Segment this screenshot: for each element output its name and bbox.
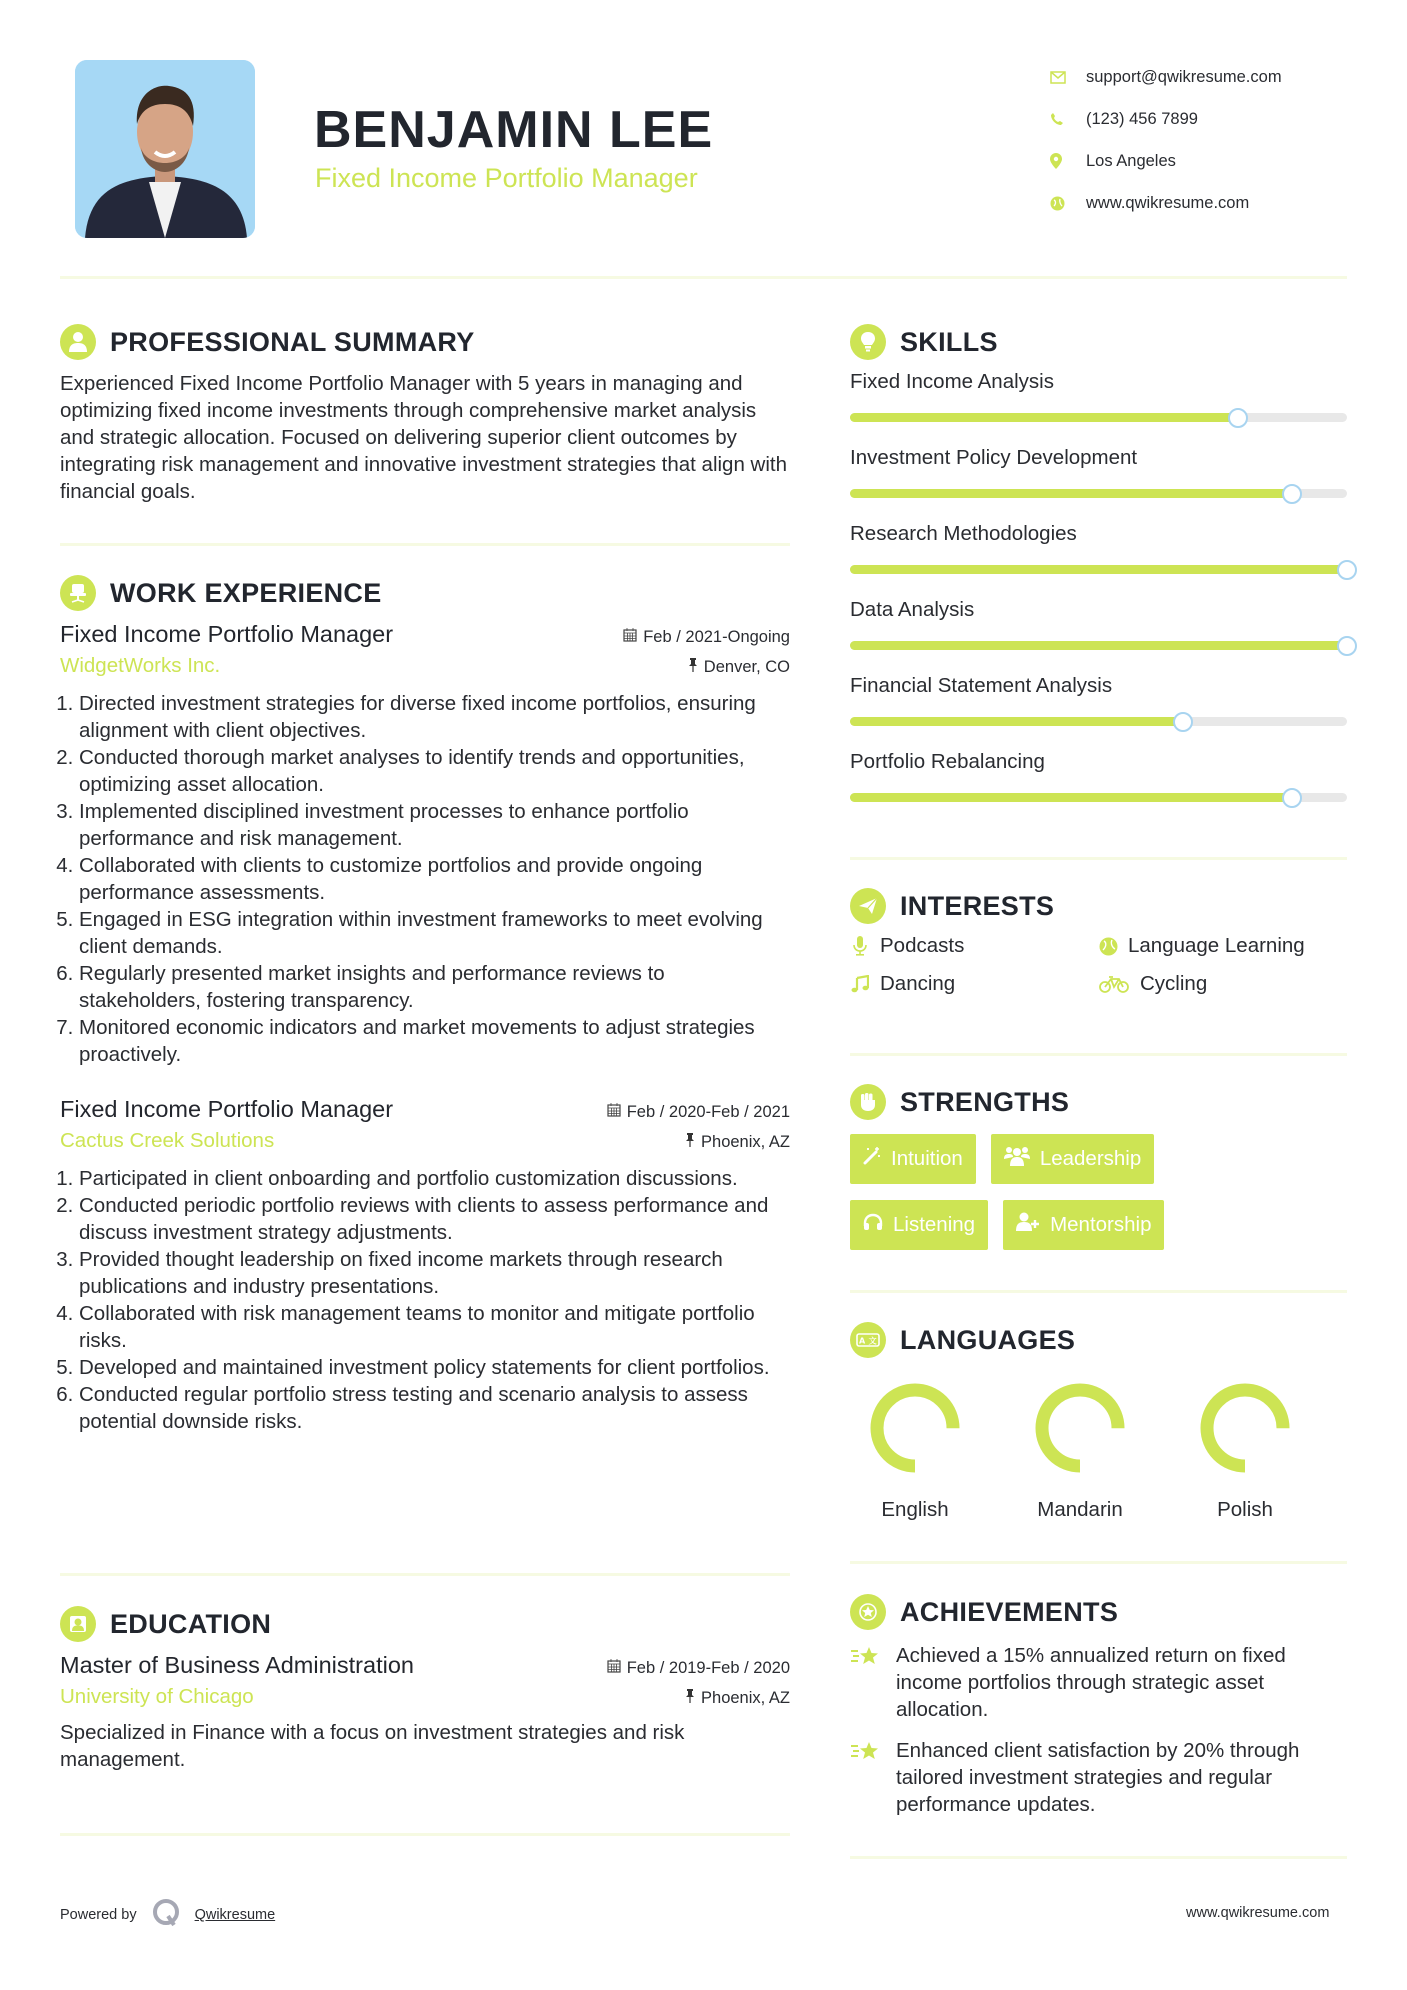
- summary-title: PROFESSIONAL SUMMARY: [110, 326, 475, 357]
- section-divider: [850, 1856, 1347, 1859]
- skill-knob: [1337, 636, 1357, 656]
- achievement-text: Achieved a 15% annualized return on fixed income portfolios through strategic asset allocation.: [896, 1644, 1286, 1721]
- language-proficiency-ring: [1030, 1378, 1130, 1478]
- company-name: Cactus Creek Solutions: [60, 1129, 275, 1152]
- skill-fill: [850, 641, 1347, 650]
- profile-photo: [75, 60, 255, 238]
- skill-knob: [1173, 712, 1193, 732]
- globe-icon: [1050, 196, 1086, 211]
- skill-label: Research Methodologies: [850, 522, 1077, 545]
- contact-website[interactable]: [1050, 182, 1350, 224]
- section-title: [850, 888, 1347, 924]
- language-item: [1015, 1378, 1145, 1522]
- job-entry: [60, 1096, 790, 1435]
- strength-label: Leadership: [1039, 1147, 1142, 1170]
- achievement-item: [850, 1642, 1347, 1723]
- job-location: [688, 658, 790, 677]
- skill-fill: [850, 793, 1292, 802]
- skill-bar: [850, 717, 1347, 726]
- strengths-list: [850, 1134, 1270, 1250]
- skills-section: [850, 324, 1347, 802]
- job-bullet: 6. Regularly presented market insights and performance reviews to stakeholders, fostering transparency.: [79, 960, 790, 1014]
- job-bullets: [60, 690, 790, 1068]
- skill-fill: [850, 413, 1238, 422]
- achievement-item: [850, 1737, 1347, 1818]
- interest-label: Cycling: [1140, 972, 1208, 995]
- job-bullet: 3. Provided thought leadership on fixed income markets through research publications and industry presentations.: [79, 1246, 790, 1300]
- person-portrait-icon: [75, 60, 255, 238]
- skill-label: Financial Statement Analysis: [850, 674, 1113, 697]
- job-bullets: [60, 1165, 790, 1435]
- phone-icon: [1050, 112, 1086, 126]
- languages-list: [850, 1378, 1347, 1522]
- strength-chip: [1003, 1200, 1164, 1250]
- skill-knob: [1282, 484, 1302, 504]
- contact-email[interactable]: [1050, 56, 1350, 98]
- paper-plane-icon: [850, 888, 886, 924]
- powered-by-label: Powered by: [60, 1907, 137, 1923]
- section-title: [850, 1084, 1347, 1120]
- education-location: [685, 1689, 790, 1708]
- candidate-name: BENJAMIN LEE: [314, 101, 714, 159]
- contact-location-text: Los Angeles: [1086, 151, 1176, 170]
- language-item: [1180, 1378, 1310, 1522]
- strength-chip: [991, 1134, 1154, 1184]
- job-dates-text: Feb / 2021-Ongoing: [643, 628, 790, 646]
- qwikresume-link[interactable]: Qwikresume: [194, 1907, 276, 1923]
- job-entry: [60, 621, 790, 1068]
- professional-summary-section: [60, 324, 790, 505]
- strength-label: Listening: [893, 1213, 976, 1236]
- education-dates: [607, 1659, 790, 1678]
- job-bullet: 6. Conducted regular portfolio stress testing and scenario analysis to assess potential downside risks.: [79, 1381, 790, 1435]
- education-location-text: Phoenix, AZ: [701, 1689, 790, 1707]
- magic-wand-icon: [863, 1147, 881, 1171]
- job-location: [685, 1133, 790, 1152]
- skill-fill: [850, 717, 1183, 726]
- interest-label: Podcasts: [880, 934, 965, 957]
- office-chair-icon: [60, 575, 96, 611]
- section-title: [60, 1606, 790, 1642]
- interest-item: [850, 972, 1098, 996]
- skill-bar: [850, 641, 1347, 650]
- graduate-icon: [60, 1606, 96, 1642]
- strength-label: Mentorship: [1050, 1213, 1152, 1236]
- strength-chip: [850, 1134, 976, 1184]
- job-location-text: Denver, CO: [703, 658, 790, 676]
- section-title: [60, 324, 790, 360]
- strength-label: Intuition: [891, 1147, 963, 1170]
- skill-knob: [1282, 788, 1302, 808]
- languages-title: LANGUAGES: [900, 1324, 1076, 1355]
- skill-bar: [850, 565, 1347, 574]
- section-divider: [850, 857, 1347, 860]
- job-bullet: 3. Implemented disciplined investment processes to enhance portfolio performance and risk management.: [79, 798, 790, 852]
- calendar-icon: [607, 1659, 621, 1678]
- shooting-star-icon: [850, 1737, 882, 1818]
- pushpin-icon: [685, 1133, 695, 1152]
- section-divider: [60, 1833, 790, 1836]
- skill-bar: [850, 413, 1347, 422]
- star-badge-icon: [850, 1594, 886, 1630]
- globe-icon: [1098, 937, 1118, 956]
- headphones-icon: [863, 1213, 883, 1237]
- job-bullet: 4. Collaborated with risk management teams to monitor and mitigate portfolio risks.: [79, 1300, 790, 1354]
- language-label: Polish: [1217, 1498, 1273, 1521]
- header-divider: [60, 276, 1347, 279]
- interest-label: Dancing: [880, 972, 956, 995]
- section-title: [850, 1594, 1347, 1630]
- job-location-text: Phoenix, AZ: [701, 1133, 790, 1151]
- skill-knob: [1228, 408, 1248, 428]
- job-bullet: 1. Participated in client onboarding and portfolio customization discussions.: [79, 1165, 790, 1192]
- skill-label: Data Analysis: [850, 598, 975, 621]
- interest-item: [1098, 934, 1338, 958]
- achievements-list: [850, 1642, 1347, 1818]
- strengths-section: [850, 1084, 1347, 1250]
- interest-label: Language Learning: [1128, 934, 1305, 957]
- skill-item: [850, 446, 1347, 498]
- language-proficiency-ring: [1195, 1378, 1295, 1478]
- job-bullet: 5. Engaged in ESG integration within investment frameworks to meet evolving client demands.: [79, 906, 790, 960]
- interests-list: [850, 934, 1347, 996]
- interest-item: [850, 934, 1098, 958]
- skill-fill: [850, 489, 1292, 498]
- languages-section: [850, 1322, 1347, 1522]
- interests-section: [850, 888, 1347, 996]
- section-divider: [850, 1290, 1347, 1293]
- footer-url[interactable]: www.qwikresume.com: [1186, 1905, 1330, 1921]
- calendar-icon: [607, 1103, 621, 1122]
- contact-email-text: support@qwikresume.com: [1086, 67, 1282, 86]
- skill-knob: [1337, 560, 1357, 580]
- contact-phone-text: (123) 456 7899: [1086, 109, 1198, 128]
- map-pin-icon: [1050, 153, 1086, 169]
- interest-item: [1098, 972, 1338, 996]
- education-description: Specialized in Finance with a focus on investment strategies and risk management.: [60, 1721, 685, 1771]
- degree-title: Master of Business Administration: [60, 1652, 414, 1678]
- add-user-icon: [1016, 1212, 1040, 1238]
- skill-label: Investment Policy Development: [850, 446, 1138, 469]
- section-title: [60, 575, 790, 611]
- education-section: [60, 1606, 790, 1773]
- language-proficiency-ring: [865, 1378, 965, 1478]
- section-divider: [850, 1053, 1347, 1056]
- pushpin-icon: [685, 1689, 695, 1708]
- education-title: EDUCATION: [110, 1608, 272, 1639]
- job-bullet: 1. Directed investment strategies for diverse fixed income portfolios, ensuring alignment with client objectives.: [79, 690, 790, 744]
- pushpin-icon: [688, 658, 698, 677]
- skill-bar: [850, 489, 1347, 498]
- qwikresume-logo-icon: [151, 1898, 181, 1932]
- job-bullet: 2. Conducted thorough market analyses to identify trends and opportunities, optimizing asset allocation.: [79, 744, 790, 798]
- skill-item: [850, 522, 1347, 574]
- education-dates-text: Feb / 2019-Feb / 2020: [626, 1659, 790, 1677]
- job-title: Fixed Income Portfolio Manager: [60, 621, 394, 647]
- job-dates: [607, 1103, 790, 1122]
- user-icon: [60, 324, 96, 360]
- section-divider: [850, 1561, 1347, 1564]
- shooting-star-icon: [850, 1642, 882, 1723]
- section-divider: [60, 543, 790, 546]
- school-name: University of Chicago: [60, 1685, 254, 1708]
- section-title: [850, 1322, 1347, 1358]
- skill-label: Fixed Income Analysis: [850, 370, 1054, 393]
- section-title: [850, 324, 1347, 360]
- fist-icon: [850, 1084, 886, 1120]
- language-label: English: [881, 1498, 949, 1521]
- summary-text: Experienced Fixed Income Portfolio Manager with 5 years in managing and optimizing fixed income investments through comprehensive market analysis and strategic allocation. Focused on delivering superior client outcomes by integrating risk management and innovative investment strategies that align with financial goals.: [60, 372, 788, 503]
- skill-label: Portfolio Rebalancing: [850, 750, 1045, 773]
- strength-chip: [850, 1200, 988, 1250]
- achievements-title: ACHIEVEMENTS: [900, 1596, 1119, 1627]
- company-name: WidgetWorks Inc.: [60, 654, 221, 677]
- contact-phone[interactable]: [1050, 98, 1350, 140]
- job-bullet: 5. Developed and maintained investment policy statements for client portfolios.: [79, 1354, 790, 1381]
- skill-item: [850, 674, 1347, 726]
- lightbulb-icon: [850, 324, 886, 360]
- job-bullet: 7. Monitored economic indicators and market movements to adjust strategies proactively.: [79, 1014, 790, 1068]
- job-dates-text: Feb / 2020-Feb / 2021: [626, 1103, 790, 1121]
- microphone-icon: [850, 936, 870, 956]
- skill-item: [850, 370, 1347, 422]
- interests-title: INTERESTS: [900, 890, 1055, 921]
- experience-title: WORK EXPERIENCE: [110, 577, 382, 608]
- language-item: [850, 1378, 980, 1522]
- skill-item: [850, 750, 1347, 802]
- work-experience-section: [60, 575, 790, 1435]
- skills-title: SKILLS: [900, 326, 998, 357]
- job-bullet: 2. Conducted periodic portfolio reviews with clients to assess performance and discuss investment strategy adjustments.: [79, 1192, 790, 1246]
- skill-item: [850, 598, 1347, 650]
- contact-location: [1050, 140, 1350, 182]
- candidate-role: Fixed Income Portfolio Manager: [315, 163, 698, 193]
- job-bullet: 4. Collaborated with clients to customize portfolios and provide ongoing performance assessments.: [79, 852, 790, 906]
- job-dates: [623, 628, 790, 647]
- envelope-icon: [1050, 71, 1086, 84]
- job-title: Fixed Income Portfolio Manager: [60, 1096, 394, 1122]
- contact-website-text: www.qwikresume.com: [1086, 193, 1250, 212]
- bicycle-icon: [1098, 975, 1130, 993]
- svg-text:A 文: A 文: [859, 1336, 877, 1346]
- footer-powered-by: [60, 1898, 275, 1932]
- achievements-section: [850, 1594, 1347, 1818]
- language-label: Mandarin: [1037, 1498, 1123, 1521]
- achievement-text: Enhanced client satisfaction by 20% through tailored investment strategies and regular performance updates.: [896, 1739, 1300, 1816]
- group-icon: [1004, 1146, 1030, 1172]
- skill-fill: [850, 565, 1347, 574]
- contact-list: [1050, 56, 1350, 224]
- section-divider: [60, 1573, 790, 1576]
- translate-icon: [850, 1322, 886, 1358]
- calendar-icon: [623, 628, 637, 647]
- strengths-title: STRENGTHS: [900, 1086, 1070, 1117]
- music-note-icon: [850, 975, 870, 993]
- skills-list: [850, 370, 1347, 802]
- skill-bar: [850, 793, 1347, 802]
